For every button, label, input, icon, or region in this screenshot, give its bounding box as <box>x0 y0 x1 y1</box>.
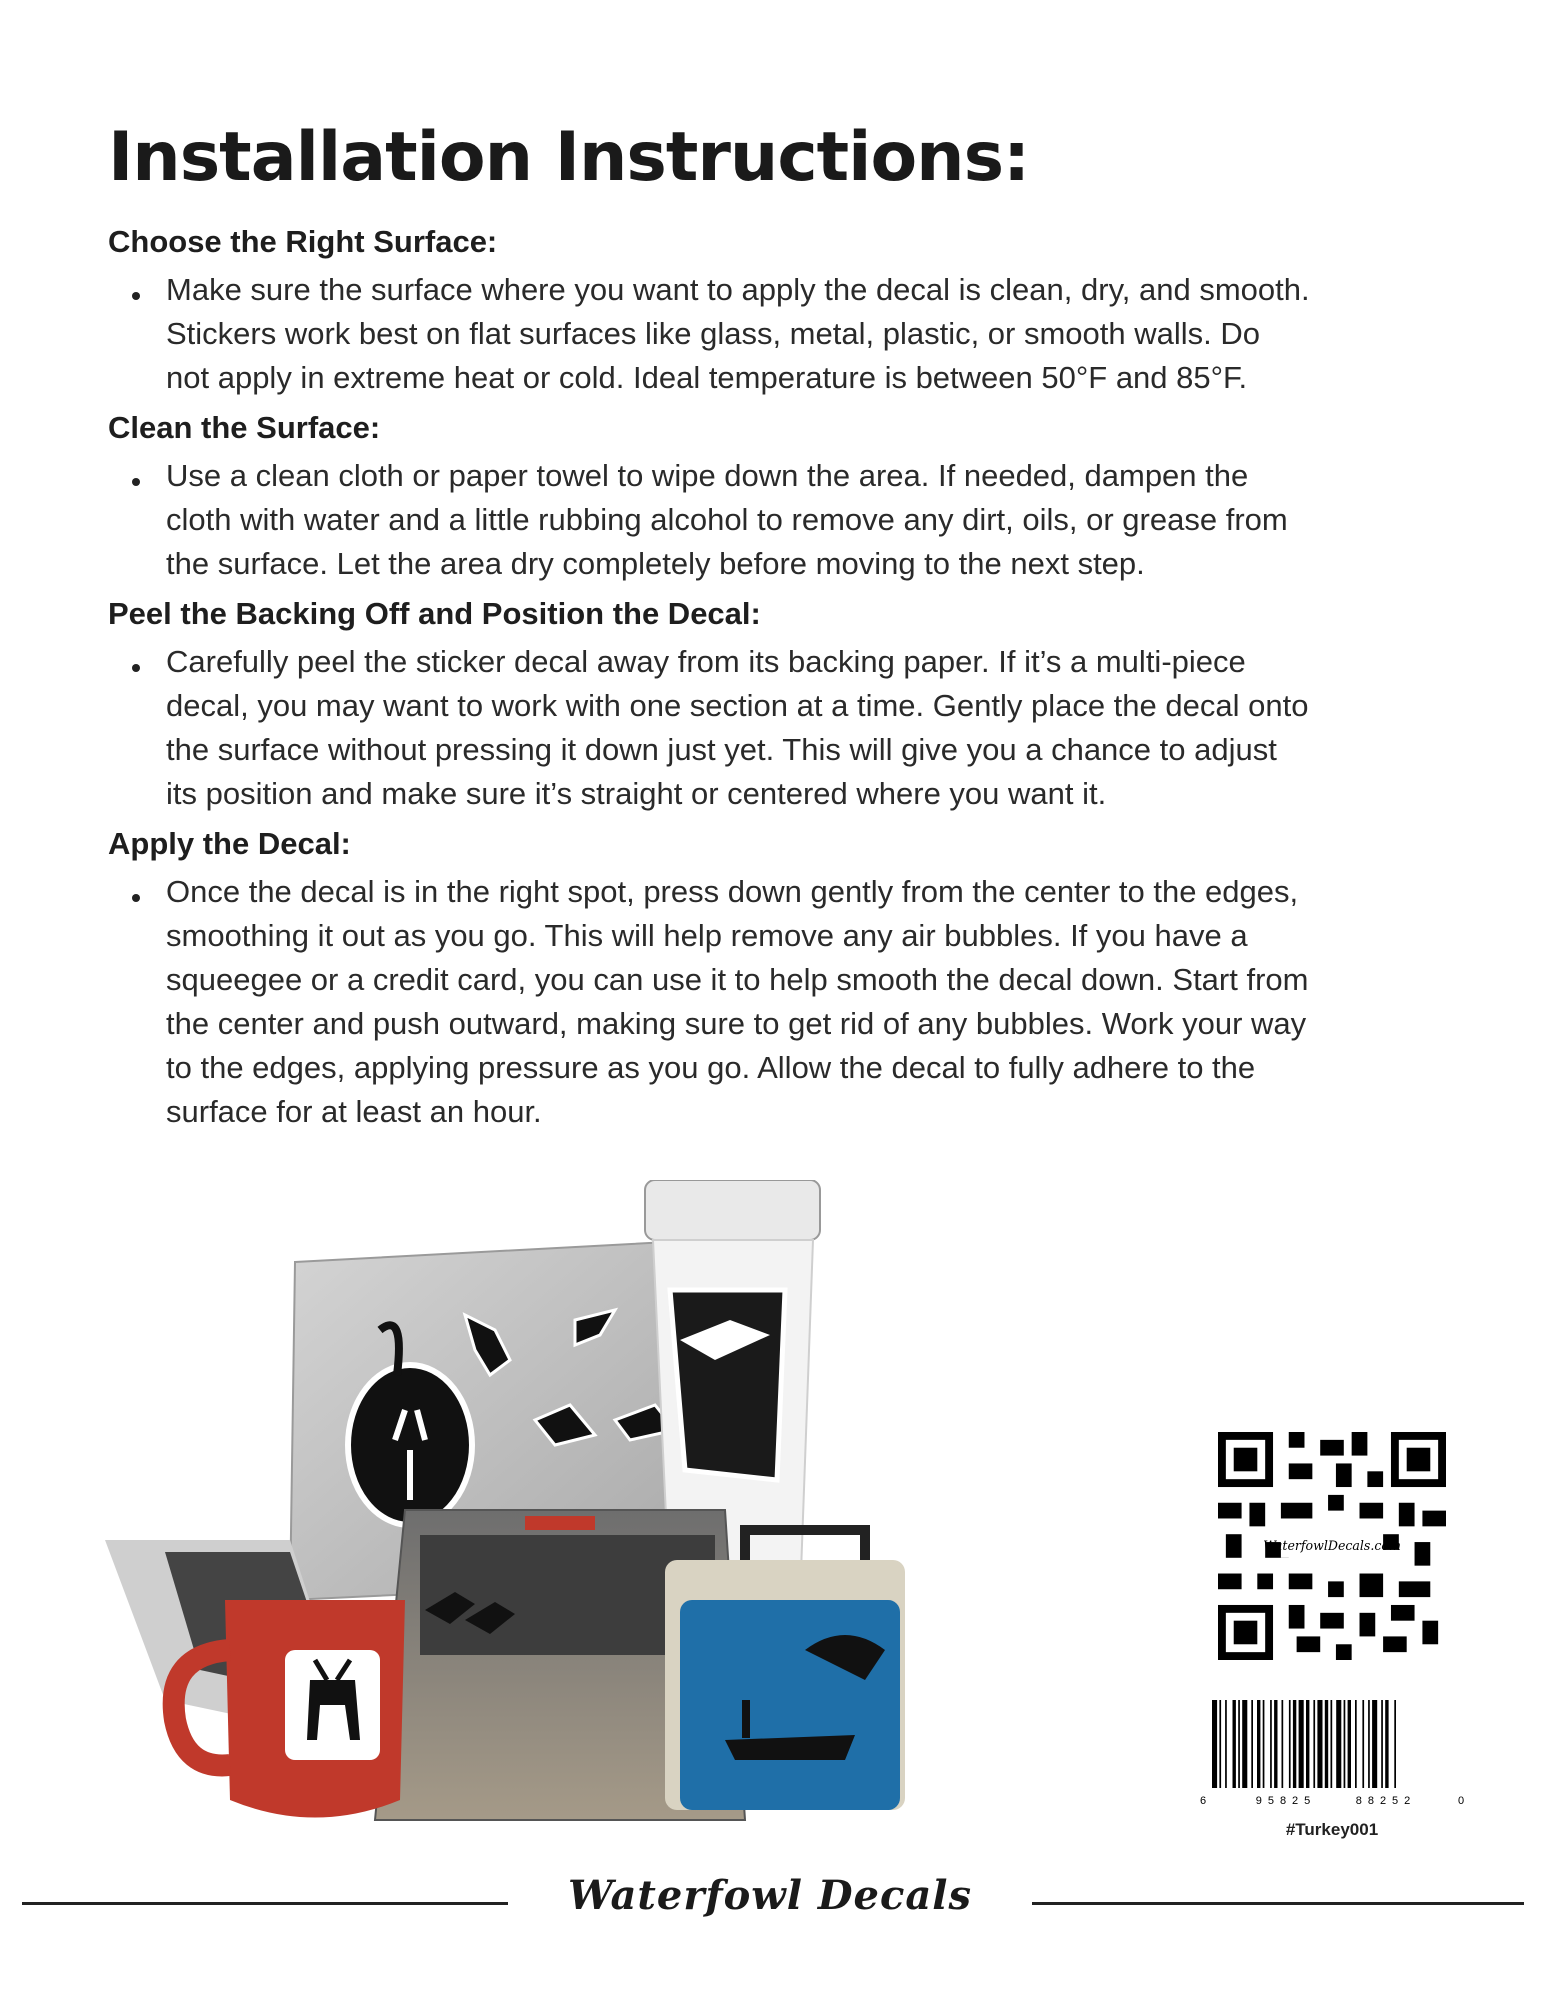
brand-logo: Waterfowl Decals <box>568 1872 972 1919</box>
qr-code[interactable] <box>1218 1432 1446 1660</box>
tackle-box-image <box>665 1530 905 1810</box>
footer-divider-left <box>22 1902 508 1905</box>
barcode-digit-group-left: 95825 <box>1255 1795 1317 1807</box>
instruction-text: Use a clean cloth or paper towel to wipe down the area. If needed, dampen the cloth with water and a little rubbing alcohol to remove any dirt, oils, or grease from the surface. Let the area dry completely before moving to the next step. <box>166 454 1468 586</box>
section-heading-surface: Choose the Right Surface: <box>108 224 498 259</box>
section-bullets <box>108 640 1468 816</box>
instruction-text: Carefully peel the sticker decal away from its backing paper. If it’s a multi-piece decal, you may want to work with one section at a time. Gently place the decal onto the surface without pressing it down just yet. This will give you a chance to adjust its position and make sure it’s straight or centered where you want it. <box>166 640 1468 816</box>
flag-duck-decal <box>670 1290 785 1480</box>
section-bullets <box>108 454 1468 586</box>
barcode-digit-suffix: 0 <box>1458 1795 1465 1807</box>
instruction-text: Make sure the surface where you want to apply the decal is clean, dry, and smooth. Stickers work best on flat surfaces like glass, metal, plastic, or smooth walls. Do not apply in extreme heat or cold. Ideal temperature is between 50°F and 85°F. <box>166 268 1468 400</box>
page-title: Installation Instructions: <box>108 118 1030 197</box>
section-heading-apply: Apply the Decal: <box>108 826 351 861</box>
section-heading-clean: Clean the Surface: <box>108 410 381 445</box>
product-collage-image <box>105 1180 1205 1870</box>
instructions-list <box>108 222 1468 1142</box>
qr-center-logo: WaterfowlDecals.com <box>1263 1537 1401 1553</box>
section-bullets <box>108 268 1468 400</box>
section-heading-peel: Peel the Backing Off and Position the Decal: <box>108 596 761 631</box>
barcode-digit-group-right: 88252 <box>1355 1795 1417 1807</box>
product-code: #Turkey001 <box>1285 1820 1379 1839</box>
deer-decal <box>285 1650 380 1760</box>
footer-divider-right <box>1032 1902 1524 1905</box>
barcode-digit-prefix: 6 <box>1200 1795 1207 1807</box>
barcode <box>1196 1700 1468 1808</box>
section-bullets <box>108 870 1468 1134</box>
instruction-text: Once the decal is in the right spot, press down gently from the center to the edges, smoothing it out as you go. This will help remove any air bubbles. If you have a squeegee or a credit card, you can use it to help smooth the decal down. Start from the center and push outward, making sure to get rid of any bubbles. Work your way to the edges, applying pressure as you go. Allow the decal to fully adhere to the surface for at least an hour. <box>166 870 1468 1134</box>
